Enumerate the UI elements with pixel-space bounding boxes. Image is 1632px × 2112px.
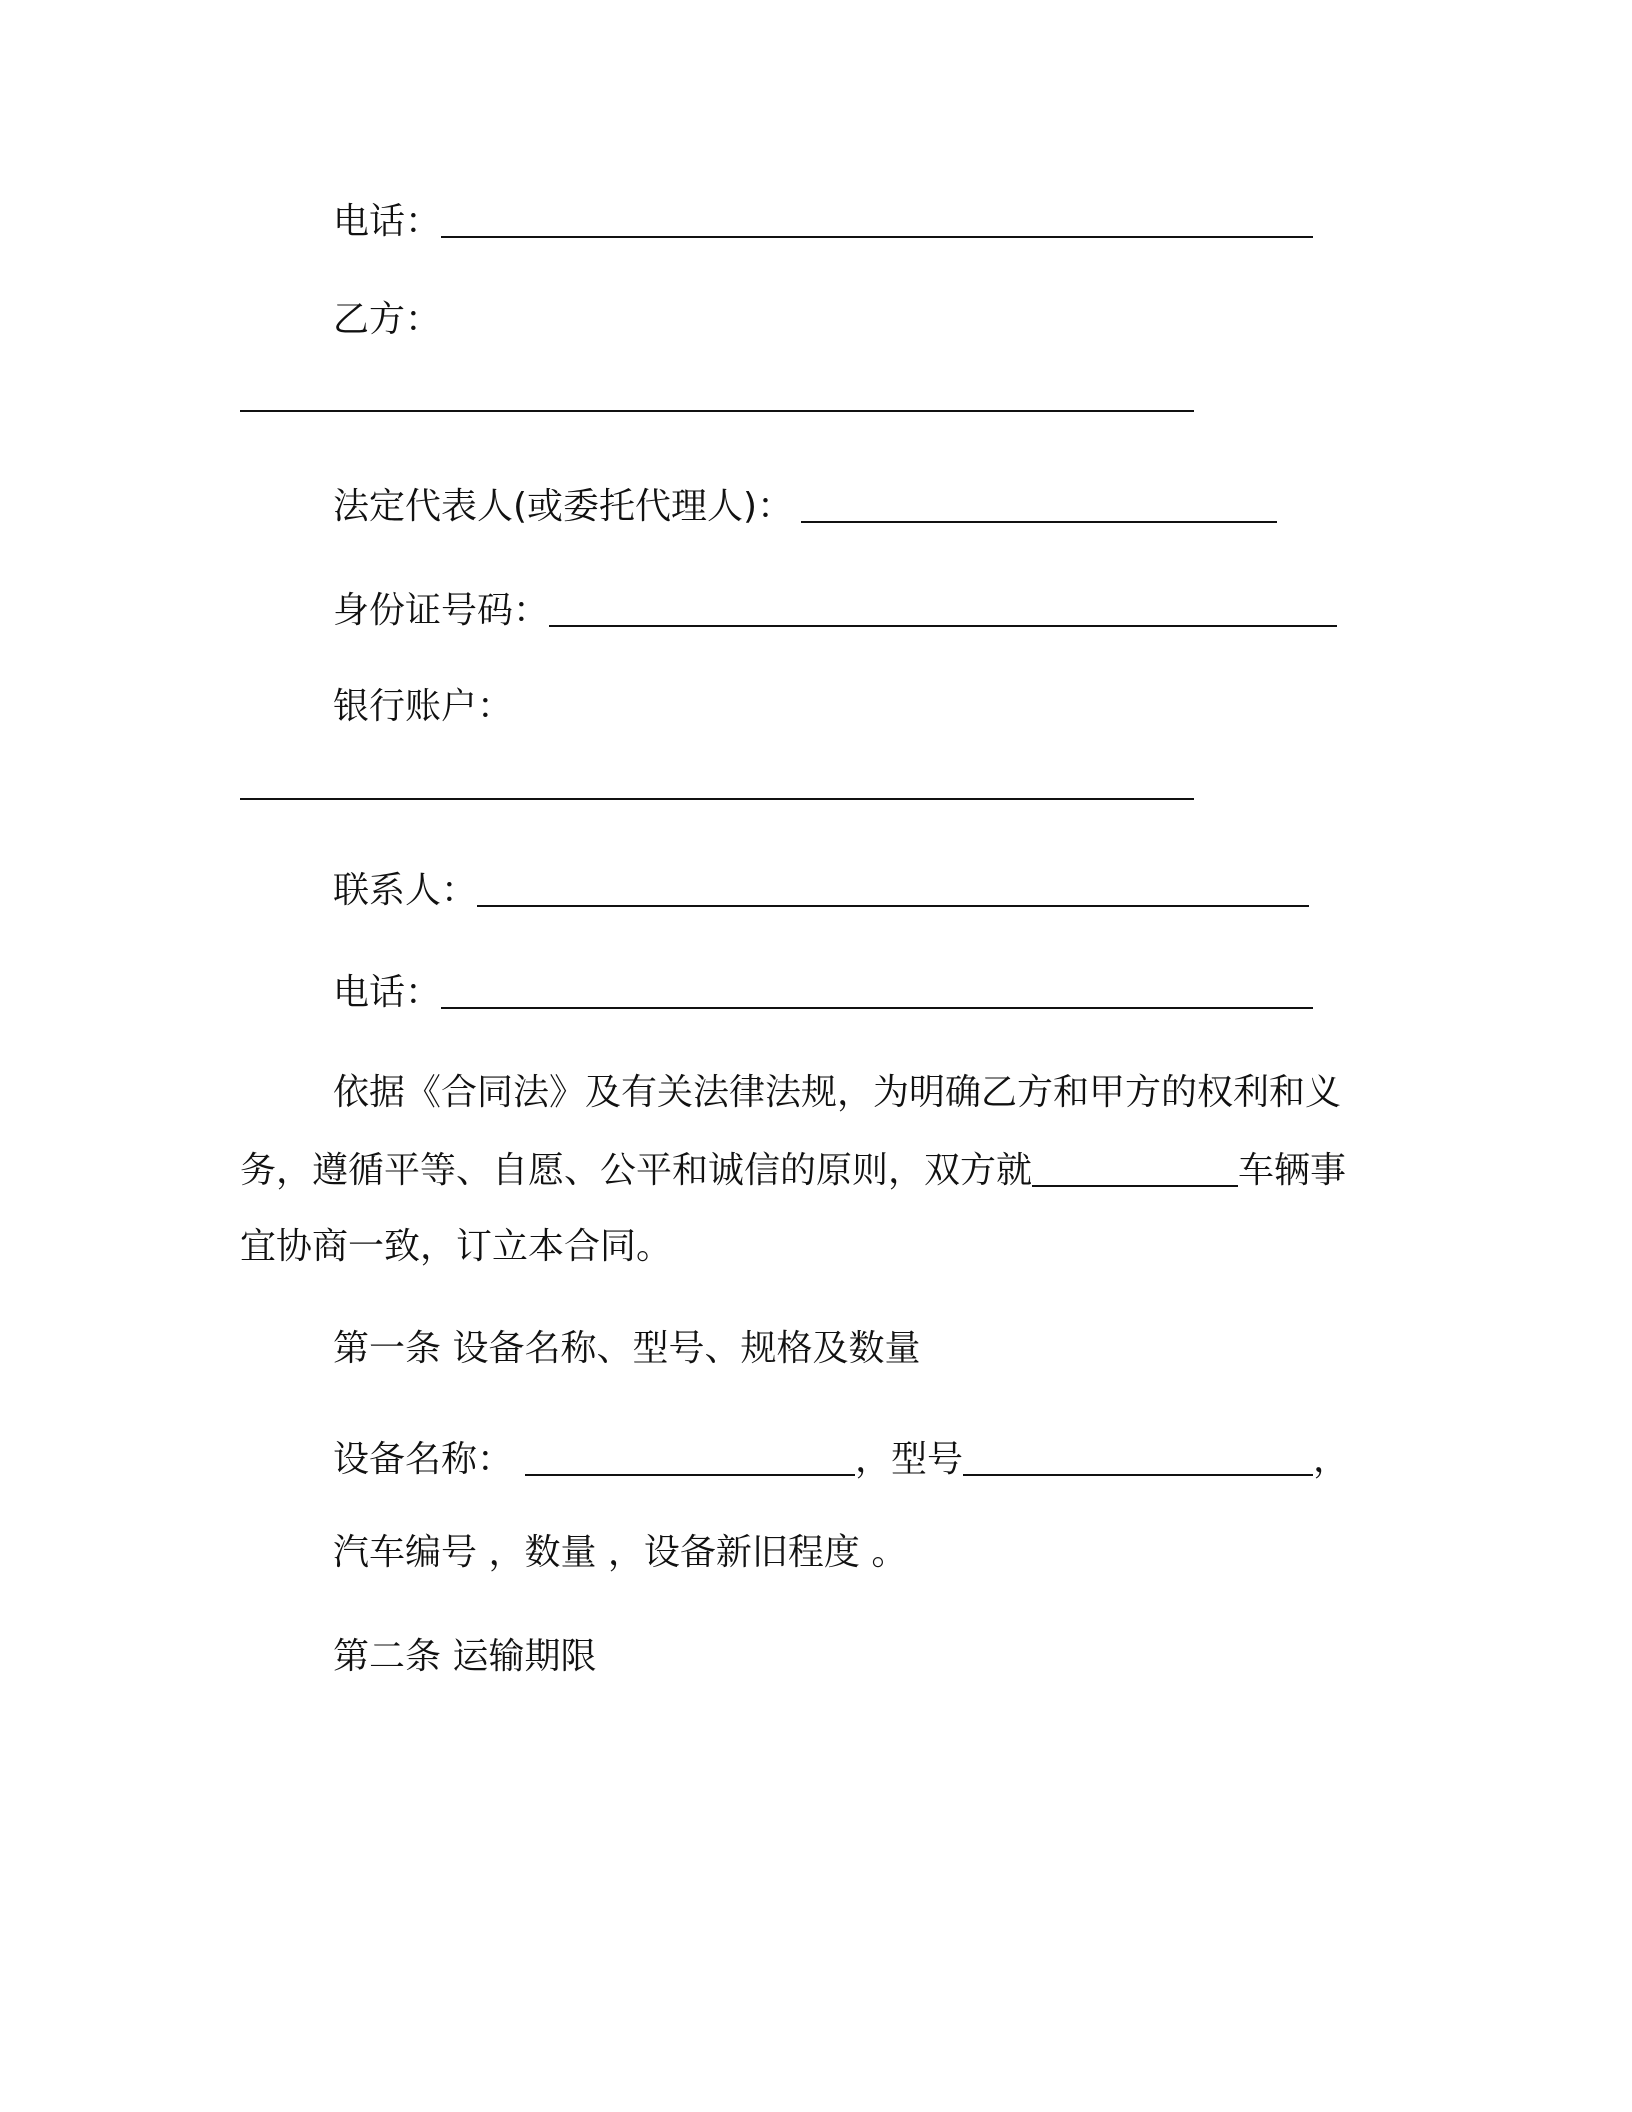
preamble-line-3 bbox=[240, 1225, 672, 1269]
vehicle-blank[interactable] bbox=[1032, 1155, 1238, 1187]
preamble-line-1 bbox=[333, 1071, 1341, 1115]
legal-rep-row bbox=[333, 485, 1277, 529]
article-1-title bbox=[333, 1327, 920, 1371]
bank-row bbox=[333, 685, 513, 729]
contact-row bbox=[333, 869, 1309, 913]
party-b-blank[interactable] bbox=[240, 380, 1194, 412]
bank-blank-row bbox=[240, 768, 1194, 806]
article-title: 第一条 设备名称、型号、规格及数量 bbox=[333, 1328, 921, 1369]
phone-blank[interactable] bbox=[441, 977, 1313, 1009]
equipment-name-blank[interactable] bbox=[525, 1444, 855, 1476]
preamble-line-2 bbox=[240, 1149, 1346, 1193]
party-b-row bbox=[333, 298, 441, 342]
id-blank[interactable] bbox=[549, 595, 1337, 627]
contact-blank[interactable] bbox=[477, 875, 1309, 907]
comma: ， bbox=[1313, 1439, 1350, 1480]
article-title: 第二条 运输期限 bbox=[333, 1636, 597, 1677]
preamble-text: 务，遵循平等、自愿、公平和诚信的原则，双方就 bbox=[240, 1150, 1033, 1191]
id-label: 身份证号码： bbox=[333, 590, 550, 631]
equipment-details: 汽车编号 ，数量 ，设备新旧程度 。 bbox=[333, 1532, 908, 1573]
bank-blank[interactable] bbox=[240, 768, 1194, 800]
id-row bbox=[333, 589, 1337, 633]
phone-label: 电话： bbox=[333, 201, 442, 242]
equipment-name-row bbox=[333, 1438, 1349, 1482]
model-label: ，型号 bbox=[855, 1439, 964, 1480]
model-blank[interactable] bbox=[963, 1444, 1313, 1476]
preamble-text: 依据《合同法》及有关法律法规，为明确乙方和甲方的权利和义 bbox=[333, 1072, 1342, 1113]
preamble-text: 车辆事 bbox=[1238, 1150, 1347, 1191]
party-a-phone-row bbox=[333, 200, 1313, 244]
bank-label: 银行账户： bbox=[333, 686, 514, 727]
preamble-text: 宜协商一致，订立本合同。 bbox=[240, 1226, 673, 1267]
party-b-name-row bbox=[240, 380, 1194, 418]
details-row bbox=[333, 1531, 907, 1575]
party-b-phone-row bbox=[333, 971, 1313, 1015]
legal-rep-blank[interactable] bbox=[801, 491, 1277, 523]
phone-label: 电话： bbox=[333, 972, 442, 1013]
equipment-name-label: 设备名称： bbox=[333, 1439, 514, 1480]
party-b-label: 乙方： bbox=[333, 299, 442, 340]
contact-label: 联系人： bbox=[333, 870, 478, 911]
article-2-title bbox=[333, 1635, 596, 1679]
legal-rep-label: 法定代表人(或委托代理人)： bbox=[333, 486, 794, 527]
phone-blank[interactable] bbox=[441, 206, 1313, 238]
